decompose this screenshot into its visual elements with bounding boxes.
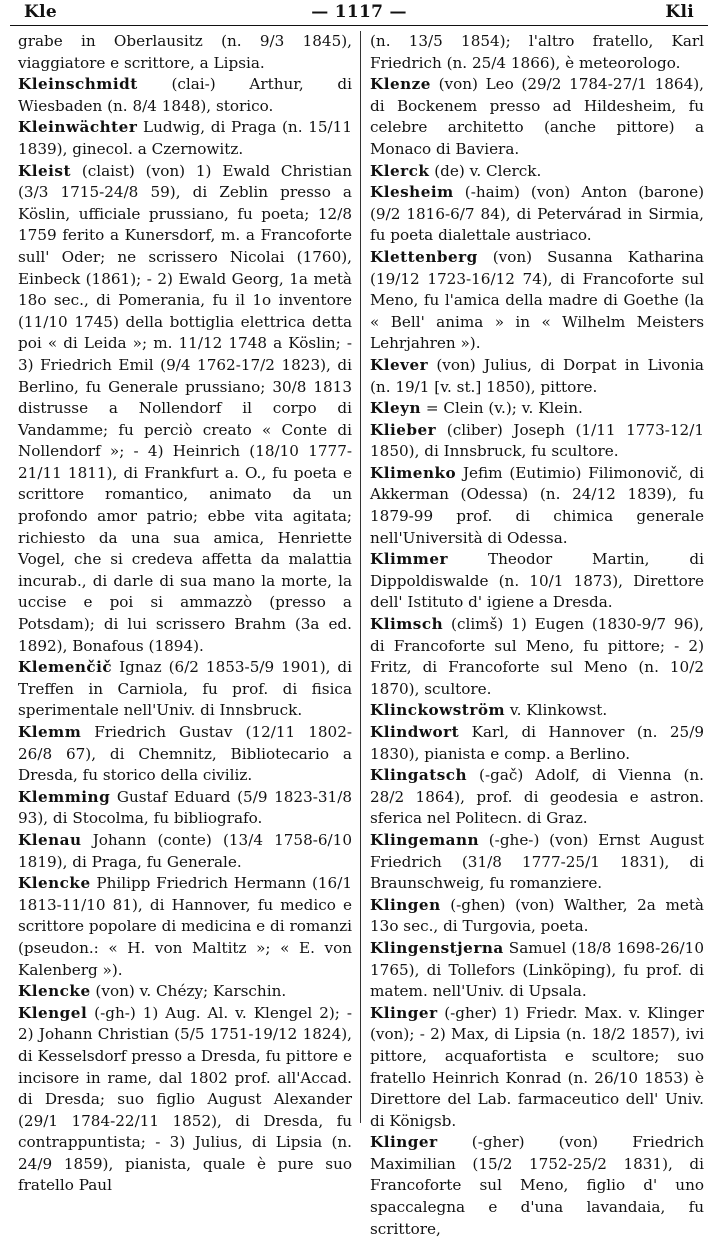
entry-text: (-gač) Adolf, di Vienna (n. 28/2 1864), prof. di geodesia e astron. sferica nel Politecn. di Graz. <box>370 766 704 828</box>
entry-headword: Kleyn <box>370 399 421 418</box>
entry-headword: Klemming <box>18 787 111 806</box>
dictionary-entry <box>370 1003 704 1133</box>
dictionary-entry <box>18 787 352 830</box>
entry-text: Johann (conte) (13/4 1758-6/10 1819), di Praga, fu Generale. <box>18 830 352 871</box>
entry-text: Karl, di Hannover (n. 25/9 1830), pianista e comp. a Berlino. <box>370 723 704 763</box>
dictionary-entry <box>370 549 704 614</box>
dictionary-entry <box>370 1132 704 1240</box>
dictionary-entry <box>370 830 704 895</box>
entry-text: Theodor Martin, di Dippoldiswalde (n. 10/1 1873), Direttore dell' Istituto d' igiene a Dresda. <box>370 550 704 612</box>
entry-headword: Klingenstjerna <box>370 938 504 957</box>
entry-text: (climš) 1) Eugen (1830-9/7 96), di Francoforte sul Meno, fu pittore; - 2) Fritz, di Francoforte sul Meno (n. 10/2 1870), scultore. <box>370 615 704 698</box>
entry-headword: Klinger <box>370 1133 438 1152</box>
column-divider <box>360 31 361 1123</box>
dictionary-entry <box>18 161 352 658</box>
entry-headword: Klettenberg <box>370 247 478 266</box>
dictionary-entry <box>370 182 704 247</box>
entry-headword: Klenau <box>18 830 82 849</box>
dictionary-entry <box>18 117 352 160</box>
entry-text: (n. 13/5 1854); l'altro fratello, Karl Friedrich (n. 25/4 1866), è meteorologo. <box>370 32 704 72</box>
header-left-keyword: Kle <box>24 2 57 22</box>
left-column <box>18 31 352 1197</box>
dictionary-entry <box>18 873 352 981</box>
entry-headword: Klerck <box>370 161 430 180</box>
entry-headword: Klemenčič <box>18 658 113 677</box>
entry-headword: Klimenko <box>370 463 457 482</box>
entry-headword: Klingatsch <box>370 766 468 785</box>
entry-text: = Clein (v.); v. Klein. <box>421 399 583 418</box>
entry-headword: Klingen <box>370 895 441 914</box>
entry-headword: Klenze <box>370 75 431 94</box>
dictionary-entry <box>370 74 704 160</box>
dictionary-entry <box>18 1003 352 1197</box>
dictionary-entry <box>370 700 704 722</box>
dictionary-entry <box>18 74 352 117</box>
entry-text: grabe in Oberlausitz (n. 9/3 1845), viaggiatore e scrittore, a Lipsia. <box>18 32 352 72</box>
entry-text: (-haim) (von) Anton (barone) (9/2 1816-6/7 84), di Petervárad in Sirmia, fu poeta dialettale austriaco. <box>370 183 704 245</box>
entry-text: Philipp Friedrich Hermann (16/1 1813-11/10 81), di Hannover, fu medico e scrittore popolare di medicina e di romanzi (pseudon.: « H. von Maltitz »; « E. von Kalenberg »). <box>18 874 352 979</box>
entry-text: (von) Leo (29/2 1784-27/1 1864), di Bockenem presso ad Hildesheim, fu celebre architetto (anche pittore) a Monaco di Baviera. <box>370 75 704 158</box>
entry-text: (-ghe-) (von) Ernst August Friedrich (31/8 1777-25/1 1831), di Braunschweig, fu romanziere. <box>370 830 704 893</box>
dictionary-entry <box>370 355 704 398</box>
entry-text: (claist) (von) 1) Ewald Christian (3/3 1715-24/8 59), di Zeblin presso a Köslin, ufficiale prussiano, fu poeta; 12/8 1759 ferito a Kunersdorf, m. a Francoforte sull' Oder; ne scrissero Nicolai (1760), Einbeck (1861); - 2) Ewald Georg, 1a metà 18o sec., di Pomerania, fu il 1o inventore (11/10 1745) della bottiglia elettrica detta poi « di Leida »; m. 11/12 1748 a Köslin; - 3) Friedrich Emil (9/4 1762-17/2 1823), di Berlino, fu Generale prussiano; 30/8 1813 distrusse a Nollendorf il corpo di Vandamme; fu perciò creato « Conte di Nollendorf »; - 4) Heinrich (18/10 1777-21/11 1811), di Frankfurt a. O., fu poeta e scrittore romantico, animato da un profondo amor patrio; ebbe vita agitata; richiesto da una sua amica, Henriette Vogel, che si credeva affetta da malattia incurab., di darle di sua mano la morte, la uccise e poi si ammazzò (presso a Potsdam); di lui scrissero Brahm (3a ed. 1892), Bonafous (1894). <box>18 161 352 655</box>
entry-text: (von) v. Chézy; Karschin. <box>90 982 287 1001</box>
entry-headword: Klindwort <box>370 723 460 741</box>
dictionary-entry <box>18 830 352 873</box>
entry-text: (-gh-) 1) Aug. Al. v. Klengel 2); - 2) Johann Christian (5/5 1751-19/12 1824), di Kesselsdorf presso a Dresda, fu pittore e incisore in rame, dal 1802 prof. all'Accad. di Dresda; suo figlio August Alexander (29/1 1784-22/11 1852), di Dresda, fu contrappuntista; - 3) Julius, di Lipsia (n. 24/9 1859), pianista, quale è pure suo fratello Paul <box>18 1003 352 1195</box>
dictionary-entry <box>18 31 352 74</box>
entry-text: (von) Julius, di Dorpat in Livonia (n. 19/1 [v. st.] 1850), pittore. <box>370 355 704 396</box>
entry-headword: Kleinwächter <box>18 118 138 137</box>
entry-text: (-ghen) (von) Walther, 2a metà 13o sec., di Turgovia, poeta. <box>370 895 704 936</box>
entry-text: v. Klinkowst. <box>505 701 608 720</box>
page-header <box>10 0 708 24</box>
dictionary-entry <box>370 247 704 355</box>
dictionary-entry <box>370 765 704 830</box>
header-rule <box>10 25 708 26</box>
entry-text: Ludwig, di Praga (n. 15/11 1839), ginecol. a Czernowitz. <box>18 118 352 158</box>
dictionary-entry <box>18 722 352 787</box>
entry-headword: Klinckowström <box>370 701 506 720</box>
entry-text: (von) Susanna Katharina (19/12 1723-16/12 74), di Francoforte sul Meno, fu l'amica della madre di Goethe (la « Bell' anima » in « Wilhelm Meisters Lehrjahren »). <box>370 247 704 353</box>
entry-headword: Kleinschmidt <box>18 75 138 94</box>
entry-headword: Klencke <box>18 874 91 893</box>
dictionary-entry <box>370 895 704 938</box>
dictionary-entry <box>370 161 704 183</box>
entry-headword: Klimsch <box>370 615 444 634</box>
dictionary-entry <box>18 981 352 1003</box>
header-right-keyword: Kli <box>665 2 694 22</box>
entry-headword: Klengel <box>18 1003 88 1022</box>
entry-headword: Klemm <box>18 723 82 741</box>
entry-text: Jefim (Eutimio) Filimonovič, di Akkerman (Odessa) (n. 24/12 1839), fu 1879-99 prof. di chimica generale nell'Università di Odessa. <box>370 463 704 547</box>
entry-headword: Klever <box>370 355 429 374</box>
entry-text: Ignaz (6/2 1853-5/9 1901), di Treffen in Carniola, fu prof. di fisica sperimentale nell'Univ. di Innsbruck. <box>18 658 352 720</box>
entry-headword: Kleist <box>18 161 71 180</box>
entry-headword: Klesheim <box>370 183 454 202</box>
entry-headword: Klimmer <box>370 550 449 569</box>
entry-headword: Klieber <box>370 420 437 439</box>
dictionary-entry <box>370 31 704 74</box>
entry-text: Friedrich Gustav (12/11 1802-26/8 67), di Chemnitz, Bibliotecario a Dresda, fu storico della civiliz. <box>18 723 352 785</box>
dictionary-entry <box>370 463 704 549</box>
dictionary-entry <box>370 398 704 420</box>
dictionary-entry <box>370 938 704 1003</box>
entry-text: (-gher) (von) Friedrich Maximilian (15/2 1752-25/2 1831), di Francoforte sul Meno, figlio d' uno spaccalegna e d'una lavandaia, fu scrittore, <box>370 1133 704 1238</box>
dictionary-entry <box>370 420 704 463</box>
dictionary-entry <box>18 657 352 722</box>
entry-headword: Klencke <box>18 982 91 1001</box>
entry-headword: Klinger <box>370 1003 438 1022</box>
entry-text: (clai-) Arthur, di Wiesbaden (n. 8/4 1848), storico. <box>18 75 352 115</box>
entry-text: (-gher) 1) Friedr. Max. v. Klinger (von); - 2) Max, di Lipsia (n. 18/2 1857), ivi pittore, acquafortista e scultore; suo fratello Heinrich Konrad (n. 26/10 1853) è Direttore del Lab. farmaceutico dell' Univ. di Königsb. <box>370 1003 704 1130</box>
entry-text: Samuel (18/8 1698-26/10 1765), di Tollefors (Linköping), fu prof. di matem. nell'Univ. di Upsala. <box>370 938 704 1001</box>
dictionary-entry <box>370 614 704 700</box>
right-column <box>370 31 704 1240</box>
page-number: — 1117 — <box>311 2 407 22</box>
entry-headword: Klingemann <box>370 830 480 849</box>
entry-text: (de) v. Clerck. <box>429 161 542 180</box>
entry-text: Gustaf Eduard (5/9 1823-31/8 93), di Stocolma, fu bibliografo. <box>18 787 352 828</box>
entry-text: (cliber) Joseph (1/11 1773-12/1 1850), di Innsbruck, fu scultore. <box>370 420 704 461</box>
dictionary-entry <box>370 722 704 765</box>
